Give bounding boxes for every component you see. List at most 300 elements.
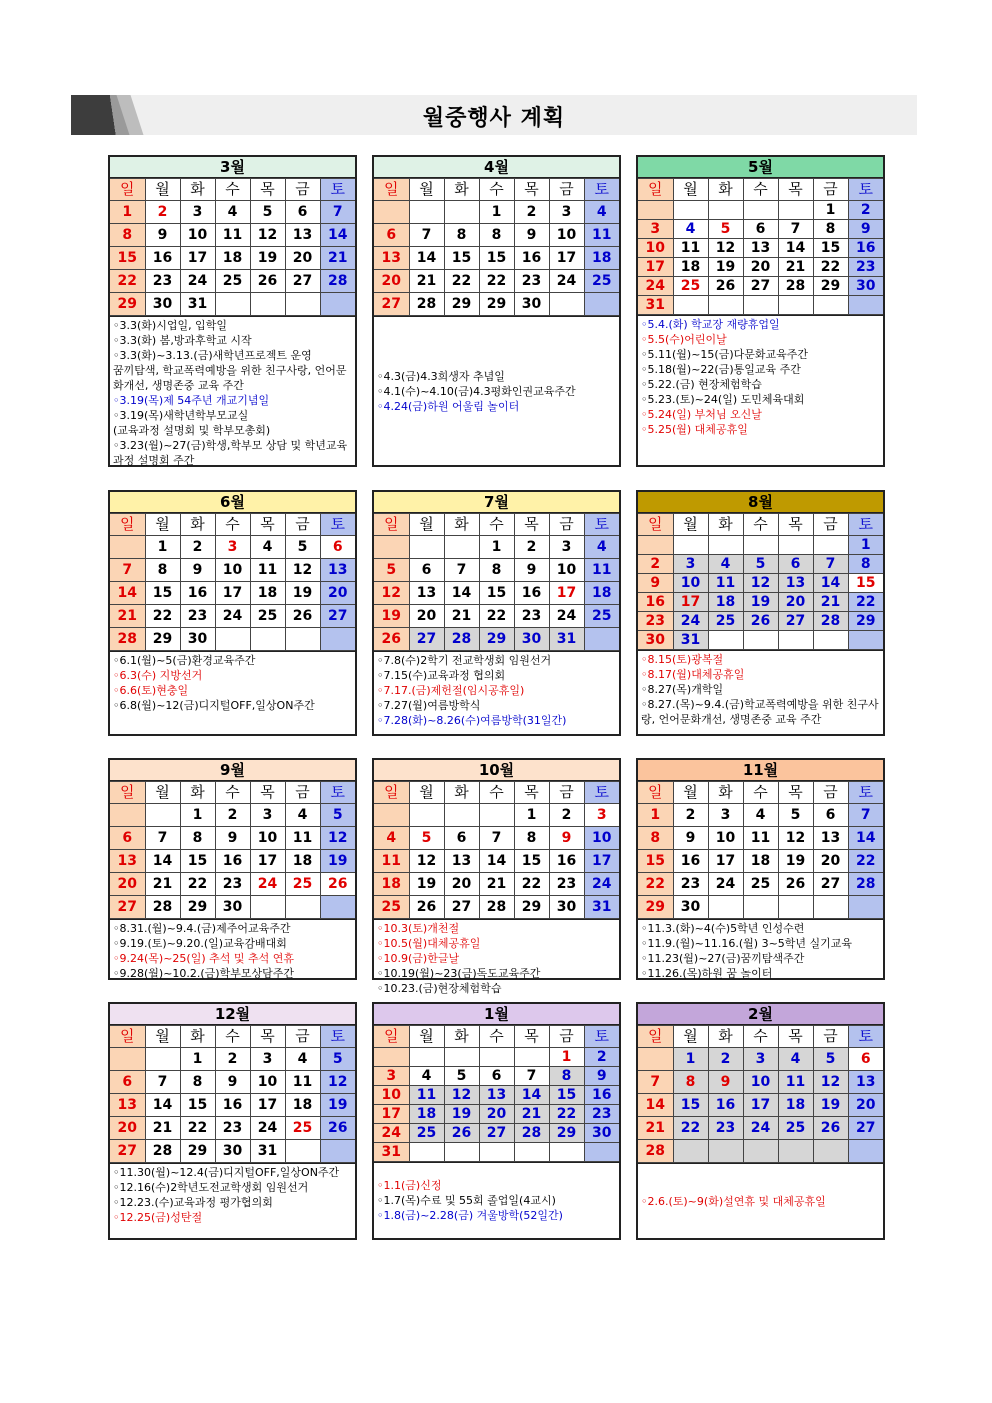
- day-cell: 7: [110, 559, 145, 582]
- day-cell: 31: [584, 896, 619, 919]
- day-cell: 15: [444, 247, 479, 270]
- day-cell: 4: [708, 555, 743, 574]
- month-title: 3월: [110, 157, 355, 178]
- day-cell: 15: [848, 574, 883, 593]
- day-cell: 16: [514, 582, 549, 605]
- day-cell: 11: [673, 239, 708, 258]
- day-cell: 10: [180, 224, 215, 247]
- day-cell: [638, 536, 673, 555]
- day-cell: [320, 293, 355, 316]
- title-bar: [71, 95, 917, 135]
- weekday-header: 수: [479, 514, 514, 536]
- day-cell: 25: [250, 605, 285, 628]
- day-cell: 1: [180, 1048, 215, 1071]
- event-item: ◦7.8(수)2학기 전교학생회 임원선거: [377, 654, 552, 667]
- weekday-header: 목: [514, 782, 549, 804]
- day-cell: 27: [320, 605, 355, 628]
- month-table: [638, 781, 883, 919]
- weekday-header: 화: [444, 514, 479, 536]
- day-cell: 29: [514, 896, 549, 919]
- day-cell: [514, 1143, 549, 1162]
- day-cell: 1: [180, 804, 215, 827]
- day-cell: 18: [285, 1094, 320, 1117]
- month-block: [636, 490, 885, 736]
- day-cell: 22: [638, 873, 673, 896]
- day-cell: [778, 1140, 813, 1163]
- day-cell: 5: [813, 1048, 848, 1071]
- day-cell: 4: [673, 220, 708, 239]
- day-cell: 27: [813, 873, 848, 896]
- day-cell: 19: [708, 258, 743, 277]
- day-cell: 5: [285, 536, 320, 559]
- day-cell: [444, 536, 479, 559]
- day-cell: 8: [549, 1067, 584, 1086]
- day-cell: 26: [778, 873, 813, 896]
- month-title: 6월: [110, 492, 355, 513]
- day-cell: 29: [638, 896, 673, 919]
- day-cell: 16: [638, 593, 673, 612]
- day-cell: 13: [848, 1071, 883, 1094]
- day-cell: 11: [708, 574, 743, 593]
- month-title: 8월: [638, 492, 883, 513]
- day-cell: [444, 1143, 479, 1162]
- day-cell: 12: [778, 827, 813, 850]
- weekday-header: 화: [444, 1026, 479, 1048]
- day-cell: 19: [743, 593, 778, 612]
- day-cell: 20: [110, 1117, 145, 1140]
- day-cell: 22: [813, 258, 848, 277]
- day-cell: 2: [638, 555, 673, 574]
- event-item: ◦9.28(월)~10.2.(금)학부모상담주간: [113, 967, 294, 980]
- day-cell: 27: [110, 1140, 145, 1163]
- day-cell: 1: [638, 804, 673, 827]
- day-cell: 21: [444, 605, 479, 628]
- day-cell: 16: [180, 582, 215, 605]
- day-cell: [708, 536, 743, 555]
- day-cell: 26: [409, 896, 444, 919]
- week-row: [110, 536, 355, 559]
- day-cell: 5: [708, 220, 743, 239]
- event-item: ◦7.15(수)교육과정 협의회: [377, 669, 506, 682]
- day-cell: [374, 804, 409, 827]
- day-cell: 24: [584, 873, 619, 896]
- day-cell: 19: [320, 1094, 355, 1117]
- day-cell: 10: [250, 1071, 285, 1094]
- day-cell: [549, 1143, 584, 1162]
- day-cell: [110, 536, 145, 559]
- day-cell: 16: [848, 239, 883, 258]
- day-cell: 24: [374, 1124, 409, 1143]
- day-cell: 18: [778, 1094, 813, 1117]
- weekday-header: 수: [215, 514, 250, 536]
- month-events: [110, 919, 355, 978]
- day-cell: [110, 1048, 145, 1071]
- day-cell: [374, 201, 409, 224]
- day-cell: 9: [514, 559, 549, 582]
- week-row: [110, 896, 355, 919]
- weekday-header: 토: [848, 179, 883, 201]
- day-cell: 29: [549, 1124, 584, 1143]
- month-title: 10월: [374, 760, 619, 781]
- day-cell: 22: [848, 850, 883, 873]
- day-cell: 18: [285, 850, 320, 873]
- event-item: ◦8.31.(월)~9.4.(금)제주어교육주간: [113, 922, 291, 935]
- weekday-header: 월: [673, 179, 708, 201]
- day-cell: 6: [285, 201, 320, 224]
- day-cell: 21: [813, 593, 848, 612]
- week-row: [110, 582, 355, 605]
- day-cell: 12: [320, 1071, 355, 1094]
- day-cell: 11: [285, 1071, 320, 1094]
- weekday-header: 화: [708, 179, 743, 201]
- weekday-header: 목: [250, 782, 285, 804]
- event-item: ◦5.5(수)어린이날: [641, 333, 727, 346]
- day-cell: [778, 536, 813, 555]
- month-table: [374, 781, 619, 919]
- day-cell: 29: [180, 896, 215, 919]
- week-row: [374, 804, 619, 827]
- day-cell: 2: [848, 201, 883, 220]
- weekday-header: 월: [673, 514, 708, 536]
- day-cell: 19: [250, 247, 285, 270]
- month-table: [110, 178, 355, 316]
- week-row: [638, 827, 883, 850]
- day-cell: 21: [110, 605, 145, 628]
- weekday-header: 목: [514, 179, 549, 201]
- day-cell: [638, 201, 673, 220]
- day-cell: 8: [848, 555, 883, 574]
- month-events: [638, 919, 883, 978]
- week-row: [374, 850, 619, 873]
- event-item: ◦11.23(월)~27(금)꿈끼탐색주간: [641, 952, 805, 965]
- day-cell: 5: [320, 804, 355, 827]
- event-item: ◦1.7(목)수료 및 55회 졸업일(4교시): [377, 1194, 556, 1207]
- weekday-header: 토: [848, 1026, 883, 1048]
- weekday-header: 월: [145, 782, 180, 804]
- weekday-header: 수: [479, 179, 514, 201]
- day-cell: 8: [180, 1071, 215, 1094]
- event-item: ◦12.23.(수)교육과정 평가협의회: [113, 1196, 273, 1209]
- month-events: [638, 1163, 883, 1238]
- day-cell: 4: [584, 536, 619, 559]
- day-cell: 1: [479, 536, 514, 559]
- weekday-header: 일: [110, 514, 145, 536]
- day-cell: 7: [848, 804, 883, 827]
- weekday-header: 금: [549, 782, 584, 804]
- day-cell: 20: [778, 593, 813, 612]
- day-cell: 4: [409, 1067, 444, 1086]
- day-cell: [848, 896, 883, 919]
- day-cell: 10: [743, 1071, 778, 1094]
- weekday-header: 월: [145, 179, 180, 201]
- day-cell: 6: [374, 224, 409, 247]
- day-cell: 6: [813, 804, 848, 827]
- day-cell: 16: [584, 1086, 619, 1105]
- day-cell: 22: [479, 605, 514, 628]
- day-cell: 26: [320, 873, 355, 896]
- weekday-header: 화: [708, 782, 743, 804]
- day-cell: 24: [250, 873, 285, 896]
- day-cell: 3: [180, 201, 215, 224]
- week-row: [110, 827, 355, 850]
- day-cell: 2: [215, 1048, 250, 1071]
- day-cell: 28: [778, 277, 813, 296]
- day-cell: 18: [584, 582, 619, 605]
- day-cell: 12: [813, 1071, 848, 1094]
- day-cell: 5: [409, 827, 444, 850]
- day-cell: 24: [215, 605, 250, 628]
- day-cell: 29: [479, 628, 514, 651]
- day-cell: 2: [215, 804, 250, 827]
- month-table: [638, 513, 883, 650]
- day-cell: 18: [250, 582, 285, 605]
- weekday-header: 금: [813, 1026, 848, 1048]
- day-cell: 18: [215, 247, 250, 270]
- day-cell: 1: [479, 201, 514, 224]
- day-cell: 26: [374, 628, 409, 651]
- day-cell: 16: [549, 850, 584, 873]
- day-cell: 1: [813, 201, 848, 220]
- day-cell: 21: [145, 1117, 180, 1140]
- day-cell: 30: [145, 293, 180, 316]
- day-cell: 8: [180, 827, 215, 850]
- day-cell: 7: [145, 827, 180, 850]
- month-table: [110, 513, 355, 651]
- day-cell: [673, 201, 708, 220]
- day-cell: 14: [813, 574, 848, 593]
- weekday-header: 일: [374, 782, 409, 804]
- day-cell: 18: [409, 1105, 444, 1124]
- day-cell: 13: [444, 850, 479, 873]
- day-cell: 14: [320, 224, 355, 247]
- weekday-header: 토: [584, 179, 619, 201]
- event-item: ◦3.19(목)새학년학부모교실: [113, 409, 249, 422]
- day-cell: 9: [145, 224, 180, 247]
- day-cell: 23: [549, 873, 584, 896]
- month-table: [638, 1025, 883, 1163]
- weekday-header: 화: [180, 782, 215, 804]
- day-cell: [813, 896, 848, 919]
- month-title: 11월: [638, 760, 883, 781]
- month-events: [374, 919, 619, 995]
- day-cell: 28: [409, 293, 444, 316]
- day-cell: 20: [320, 582, 355, 605]
- day-cell: 25: [584, 270, 619, 293]
- day-cell: [479, 804, 514, 827]
- week-row: [374, 247, 619, 270]
- event-item: ◦6.1(월)~5(금)환경교육주간: [113, 654, 256, 667]
- month-title: 5월: [638, 157, 883, 178]
- week-row: [638, 1117, 883, 1140]
- event-item: ◦8.27.(목)~9.4.(금)학교폭력예방을 위한 친구사랑, 언어문화개선, 생명존중 교육 주간: [641, 698, 879, 726]
- day-cell: 26: [743, 612, 778, 631]
- month-block: [372, 155, 621, 467]
- event-item: 꿈끼탐색, 학교폭력예방을 위한 친구사랑, 언어문화개선, 생명존중 교육 주간: [113, 364, 347, 392]
- day-cell: 3: [549, 536, 584, 559]
- event-item: ◦1.8(금)~2.28(금) 겨울방학(52일간): [377, 1209, 563, 1222]
- day-cell: 31: [673, 631, 708, 650]
- month-events: [110, 651, 355, 734]
- day-cell: 18: [584, 247, 619, 270]
- day-cell: 10: [215, 559, 250, 582]
- day-cell: [409, 1048, 444, 1067]
- weekday-header: 목: [514, 514, 549, 536]
- day-cell: 30: [549, 896, 584, 919]
- month-block: [636, 758, 885, 980]
- weekday-header: 토: [584, 782, 619, 804]
- day-cell: 23: [215, 873, 250, 896]
- event-item: ◦6.3(수) 지방선거: [113, 669, 203, 682]
- day-cell: [479, 1143, 514, 1162]
- day-cell: 15: [514, 850, 549, 873]
- month-title: 9월: [110, 760, 355, 781]
- weekday-header: 수: [743, 782, 778, 804]
- day-cell: 20: [813, 850, 848, 873]
- day-cell: 15: [813, 239, 848, 258]
- event-item: ◦11.3.(화)~4(수)5학년 인성수련: [641, 922, 805, 935]
- day-cell: 19: [778, 850, 813, 873]
- day-cell: 15: [638, 850, 673, 873]
- weekday-header: 토: [848, 782, 883, 804]
- day-cell: 30: [180, 628, 215, 651]
- month-events: [638, 315, 883, 465]
- day-cell: [638, 1048, 673, 1071]
- day-cell: 17: [374, 1105, 409, 1124]
- week-row: [374, 1124, 619, 1143]
- event-item: (교육과정 설명회 및 학부모총회): [113, 424, 271, 437]
- day-cell: [374, 1048, 409, 1067]
- day-cell: 19: [374, 605, 409, 628]
- month-table: [110, 1025, 355, 1163]
- day-cell: 19: [409, 873, 444, 896]
- weekday-header: 토: [320, 514, 355, 536]
- month-table: [374, 1025, 619, 1162]
- day-cell: 26: [320, 1117, 355, 1140]
- day-cell: 29: [813, 277, 848, 296]
- week-row: [638, 574, 883, 593]
- day-cell: 4: [215, 201, 250, 224]
- day-cell: 7: [409, 224, 444, 247]
- day-cell: [848, 296, 883, 315]
- week-row: [374, 628, 619, 651]
- week-row: [110, 270, 355, 293]
- weekday-header: 월: [409, 1026, 444, 1048]
- day-cell: 20: [743, 258, 778, 277]
- day-cell: 12: [708, 239, 743, 258]
- day-cell: 1: [110, 201, 145, 224]
- week-row: [638, 555, 883, 574]
- day-cell: 20: [409, 605, 444, 628]
- day-cell: 26: [444, 1124, 479, 1143]
- day-cell: 14: [778, 239, 813, 258]
- weekday-header: 금: [813, 179, 848, 201]
- day-cell: 17: [743, 1094, 778, 1117]
- day-cell: 10: [673, 574, 708, 593]
- day-cell: 9: [549, 827, 584, 850]
- day-cell: 21: [638, 1117, 673, 1140]
- day-cell: [743, 536, 778, 555]
- day-cell: 14: [848, 827, 883, 850]
- day-cell: 24: [549, 270, 584, 293]
- month-block: [108, 758, 357, 980]
- day-cell: 17: [549, 582, 584, 605]
- day-cell: 28: [110, 628, 145, 651]
- day-cell: [813, 631, 848, 650]
- day-cell: 4: [743, 804, 778, 827]
- weekday-header: 화: [180, 179, 215, 201]
- day-cell: 15: [180, 850, 215, 873]
- day-cell: 3: [374, 1067, 409, 1086]
- day-cell: 28: [848, 873, 883, 896]
- day-cell: 4: [374, 827, 409, 850]
- week-row: [374, 293, 619, 316]
- day-cell: 5: [743, 555, 778, 574]
- day-cell: [320, 896, 355, 919]
- day-cell: [673, 536, 708, 555]
- day-cell: 31: [374, 1143, 409, 1162]
- day-cell: [708, 1140, 743, 1163]
- event-item: ◦4.3(금)4.3희생자 추념일: [377, 369, 505, 383]
- weekday-header: 금: [285, 514, 320, 536]
- week-row: [374, 605, 619, 628]
- day-cell: 13: [374, 247, 409, 270]
- week-row: [374, 873, 619, 896]
- day-cell: [444, 201, 479, 224]
- day-cell: 8: [145, 559, 180, 582]
- day-cell: 4: [285, 804, 320, 827]
- month-block: [108, 155, 357, 467]
- day-cell: 29: [479, 293, 514, 316]
- day-cell: 27: [743, 277, 778, 296]
- day-cell: 8: [514, 827, 549, 850]
- day-cell: 18: [374, 873, 409, 896]
- event-item: ◦9.24(목)~25(일) 추석 및 추석 연휴: [113, 952, 294, 965]
- day-cell: [444, 1048, 479, 1067]
- event-item: ◦3.3(화) 봄,방과후학교 시작: [113, 334, 252, 347]
- day-cell: 29: [444, 293, 479, 316]
- weekday-header: 금: [549, 179, 584, 201]
- event-item: ◦12.16(수)2학년도전교학생회 임원선거: [113, 1181, 309, 1194]
- weekday-header: 수: [743, 179, 778, 201]
- day-cell: 24: [638, 277, 673, 296]
- day-cell: 24: [708, 873, 743, 896]
- weekday-header: 토: [320, 1026, 355, 1048]
- day-cell: [285, 628, 320, 651]
- event-item: ◦8.17(월)대체공휴일: [641, 668, 745, 681]
- month-title: 12월: [110, 1004, 355, 1025]
- day-cell: [110, 804, 145, 827]
- day-cell: 11: [409, 1086, 444, 1105]
- week-row: [638, 201, 883, 220]
- day-cell: 11: [584, 559, 619, 582]
- day-cell: [848, 631, 883, 650]
- day-cell: 7: [778, 220, 813, 239]
- day-cell: [743, 201, 778, 220]
- day-cell: 30: [215, 1140, 250, 1163]
- month-block: [636, 155, 885, 467]
- day-cell: 31: [549, 628, 584, 651]
- day-cell: [409, 201, 444, 224]
- day-cell: 19: [285, 582, 320, 605]
- day-cell: [409, 536, 444, 559]
- event-item: ◦10.5(월)대체공휴일: [377, 937, 481, 950]
- day-cell: 25: [285, 873, 320, 896]
- weekday-header: 월: [145, 514, 180, 536]
- event-item: ◦6.8(월)~12(금)디지털OFF,일상ON주간: [113, 699, 315, 712]
- week-row: [374, 1105, 619, 1124]
- day-cell: 6: [444, 827, 479, 850]
- day-cell: [708, 296, 743, 315]
